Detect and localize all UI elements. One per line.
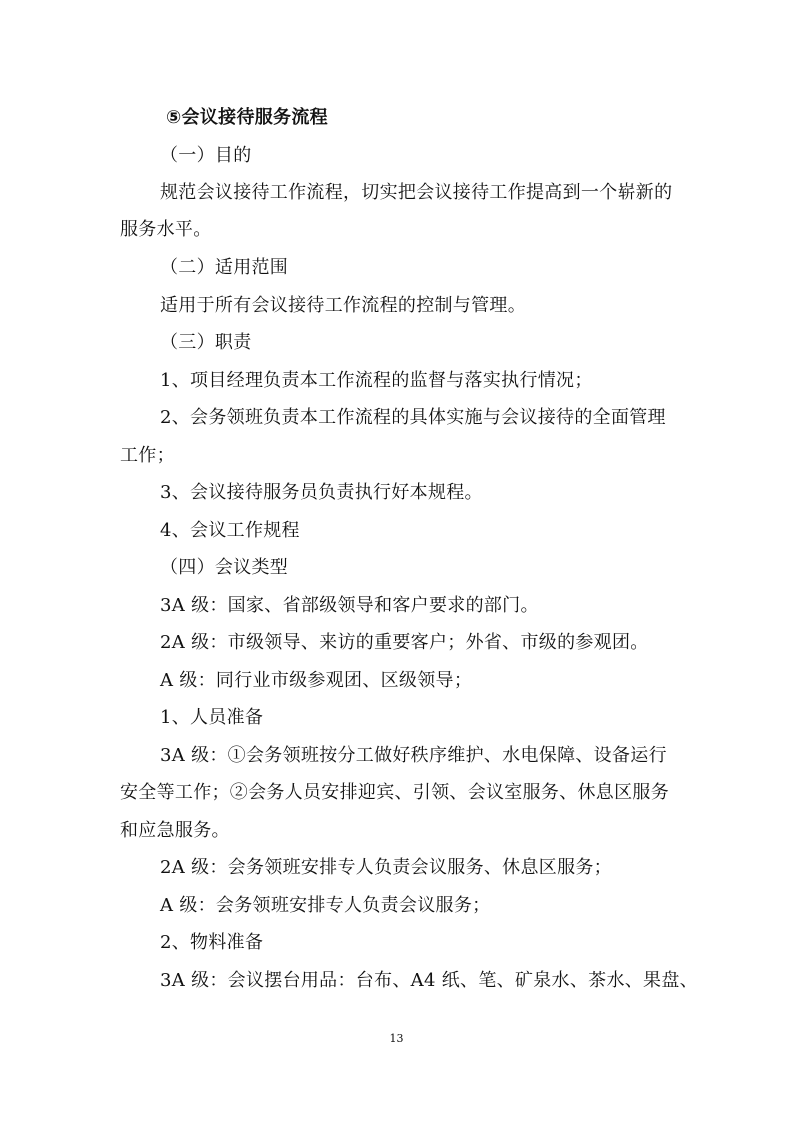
paragraph-line: （一）目的 <box>160 145 252 166</box>
paragraph-line: 2、会务领班负责本工作流程的具体实施与会议接待的全面管理 <box>160 407 666 428</box>
paragraph-line: 3A 级：国家、省部级领导和客户要求的部门。 <box>160 595 539 616</box>
paragraph-line: 2A 级：市级领导、来访的重要客户；外省、市级的参观团。 <box>160 632 649 653</box>
paragraph-line: （四）会议类型 <box>160 557 289 578</box>
paragraph-line: 和应急服务。 <box>120 820 230 841</box>
paragraph-line: 1、人员准备 <box>160 707 264 728</box>
paragraph-line: 2、物料准备 <box>160 932 264 953</box>
paragraph-line: （二）适用范围 <box>160 257 289 278</box>
paragraph-line: A 级：同行业市级参观团、区级领导； <box>160 670 473 691</box>
paragraph-line: A 级：会务领班安排专人负责会议服务； <box>160 895 491 916</box>
paragraph-line: 安全等工作；②会务人员安排迎宾、引领、会议室服务、休息区服务 <box>120 782 669 803</box>
paragraph-line: （三）职责 <box>160 332 252 353</box>
paragraph-line: 3A 级：会议摆台用品：台布、A4 纸、笔、矿泉水、茶水、果盘、 <box>160 970 698 991</box>
paragraph-line: 规范会议接待工作流程，切实把会议接待工作提高到一个崭新的 <box>160 182 673 203</box>
paragraph-line: 1、项目经理负责本工作流程的监督与落实执行情况； <box>160 370 593 391</box>
paragraph-line: 2A 级：会务领班安排专人负责会议服务、休息区服务； <box>160 857 612 878</box>
paragraph-line: 适用于所有会议接待工作流程的控制与管理。 <box>160 295 526 316</box>
paragraph-line: 4、会议工作规程 <box>160 520 300 541</box>
paragraph-line: 3、会议接待服务员负责执行好本规程。 <box>160 482 483 503</box>
page-number: 13 <box>389 1032 404 1045</box>
paragraph-line: 工作； <box>120 445 175 466</box>
paragraph-line: 服务水平。 <box>120 219 212 240</box>
section-title: ⑤会议接待服务流程 <box>166 107 328 128</box>
paragraph-line: 3A 级：①会务领班按分工做好秩序维护、水电保障、设备运行 <box>160 745 667 766</box>
